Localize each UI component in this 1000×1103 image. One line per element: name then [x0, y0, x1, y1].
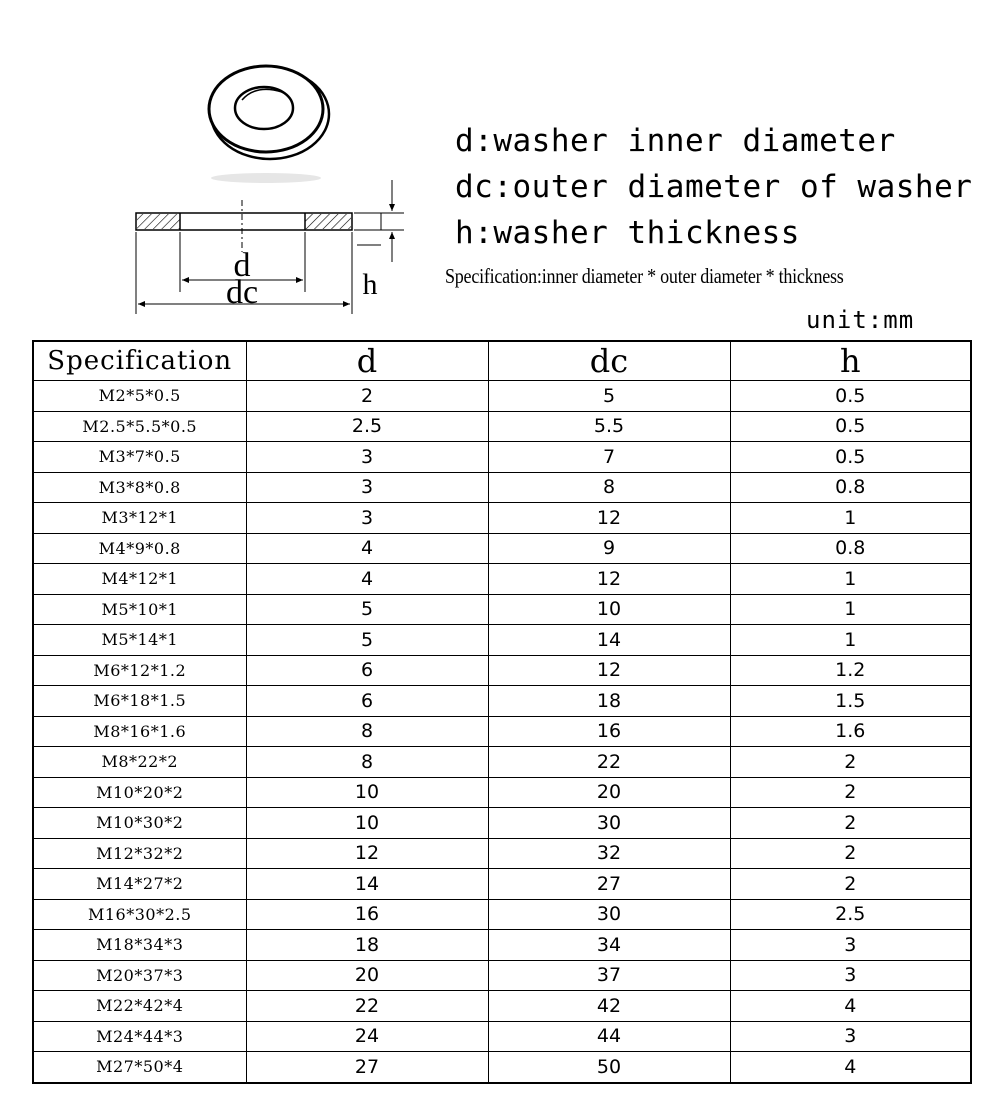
cell-specification: M5*10*1 [33, 594, 246, 625]
table-row [33, 625, 971, 656]
cell-specification: M3*12*1 [33, 503, 246, 534]
cell-dc: 34 [488, 930, 730, 961]
header-specification: Specification [33, 341, 246, 381]
table-row [33, 808, 971, 839]
table-row [33, 686, 971, 717]
unit-label: unit:mm [806, 306, 915, 334]
cell-specification: M20*37*3 [33, 960, 246, 991]
cell-d: 14 [246, 869, 488, 900]
legend-h: h:washer thickness [455, 215, 800, 251]
cell-dc: 7 [488, 442, 730, 473]
header-h: h [730, 341, 971, 381]
cell-specification: M10*30*2 [33, 808, 246, 839]
table-row [33, 1021, 971, 1052]
table-row [33, 381, 971, 412]
cell-d: 4 [246, 533, 488, 564]
table-row [33, 594, 971, 625]
cell-dc: 9 [488, 533, 730, 564]
table-row [33, 747, 971, 778]
cell-specification: M5*14*1 [33, 625, 246, 656]
cell-specification: M6*18*1.5 [33, 686, 246, 717]
table-row [33, 442, 971, 473]
legend-dc: dc:outer diameter of washer [455, 169, 973, 205]
table-row [33, 1052, 971, 1083]
cell-specification: M6*12*1.2 [33, 655, 246, 686]
cell-h: 0.8 [730, 472, 971, 503]
cell-h: 1 [730, 594, 971, 625]
cell-h: 2 [730, 869, 971, 900]
cell-dc: 18 [488, 686, 730, 717]
cell-d: 3 [246, 472, 488, 503]
cell-dc: 12 [488, 655, 730, 686]
cell-d: 6 [246, 686, 488, 717]
dimension-legend [455, 118, 972, 256]
cell-dc: 16 [488, 716, 730, 747]
table-row [33, 960, 971, 991]
cell-specification: M14*27*2 [33, 869, 246, 900]
table-row [33, 869, 971, 900]
cell-d: 20 [246, 960, 488, 991]
cell-d: 27 [246, 1052, 488, 1083]
cell-dc: 5.5 [488, 411, 730, 442]
table-row [33, 899, 971, 930]
cell-d: 16 [246, 899, 488, 930]
cell-h: 0.5 [730, 442, 971, 473]
cell-dc: 50 [488, 1052, 730, 1083]
cell-h: 3 [730, 960, 971, 991]
cell-dc: 14 [488, 625, 730, 656]
cell-h: 4 [730, 1052, 971, 1083]
label-h: h [362, 268, 378, 301]
table-row [33, 503, 971, 534]
cell-d: 8 [246, 716, 488, 747]
cell-h: 1 [730, 564, 971, 595]
cell-specification: M2*5*0.5 [33, 381, 246, 412]
cell-specification: M3*8*0.8 [33, 472, 246, 503]
cell-dc: 12 [488, 503, 730, 534]
table-row [33, 838, 971, 869]
cell-h: 1.6 [730, 716, 971, 747]
cell-dc: 5 [488, 381, 730, 412]
cell-d: 10 [246, 777, 488, 808]
cell-d: 5 [246, 625, 488, 656]
cell-specification: M16*30*2.5 [33, 899, 246, 930]
cell-h: 1 [730, 625, 971, 656]
table-row [33, 564, 971, 595]
cell-d: 3 [246, 442, 488, 473]
cell-dc: 30 [488, 808, 730, 839]
cell-h: 2 [730, 777, 971, 808]
cell-h: 0.8 [730, 533, 971, 564]
cell-dc: 8 [488, 472, 730, 503]
washer-drawing [0, 0, 440, 330]
cell-d: 10 [246, 808, 488, 839]
cell-h: 2 [730, 747, 971, 778]
label-d: d [233, 247, 251, 284]
cell-d: 22 [246, 991, 488, 1022]
cell-h: 0.5 [730, 411, 971, 442]
cell-dc: 37 [488, 960, 730, 991]
cell-h: 3 [730, 930, 971, 961]
specification-note: Specification:inner diameter * outer diameter * thickness [445, 264, 844, 288]
cell-d: 2.5 [246, 411, 488, 442]
cell-h: 1.2 [730, 655, 971, 686]
label-dc: dc [225, 274, 259, 311]
cell-d: 12 [246, 838, 488, 869]
table-row [33, 930, 971, 961]
cell-dc: 27 [488, 869, 730, 900]
cell-d: 5 [246, 594, 488, 625]
washer-3d-icon [209, 66, 329, 183]
cell-dc: 10 [488, 594, 730, 625]
cell-specification: M24*44*3 [33, 1021, 246, 1052]
cell-dc: 20 [488, 777, 730, 808]
cell-h: 1 [730, 503, 971, 534]
cell-d: 4 [246, 564, 488, 595]
cell-specification: M12*32*2 [33, 838, 246, 869]
table-row [33, 533, 971, 564]
table-row [33, 716, 971, 747]
header-d: d [246, 341, 488, 381]
cell-d: 2 [246, 381, 488, 412]
cell-specification: M8*16*1.6 [33, 716, 246, 747]
cell-d: 18 [246, 930, 488, 961]
cell-h: 2.5 [730, 899, 971, 930]
header-dc: dc [488, 341, 730, 381]
cell-h: 4 [730, 991, 971, 1022]
cell-specification: M27*50*4 [33, 1052, 246, 1083]
cell-h: 1.5 [730, 686, 971, 717]
cell-specification: M4*9*0.8 [33, 533, 246, 564]
cell-d: 3 [246, 503, 488, 534]
cell-d: 6 [246, 655, 488, 686]
table-row [33, 777, 971, 808]
cell-h: 3 [730, 1021, 971, 1052]
cell-dc: 22 [488, 747, 730, 778]
cell-specification: M8*22*2 [33, 747, 246, 778]
table-row [33, 655, 971, 686]
cell-specification: M3*7*0.5 [33, 442, 246, 473]
cell-h: 2 [730, 808, 971, 839]
cell-specification: M22*42*4 [33, 991, 246, 1022]
table-row [33, 472, 971, 503]
cell-d: 24 [246, 1021, 488, 1052]
table-row [33, 411, 971, 442]
cell-specification: M4*12*1 [33, 564, 246, 595]
cell-dc: 32 [488, 838, 730, 869]
cell-specification: M18*34*3 [33, 930, 246, 961]
spec-table [32, 340, 972, 1084]
cell-h: 0.5 [730, 381, 971, 412]
cell-specification: M2.5*5.5*0.5 [33, 411, 246, 442]
cell-specification: M10*20*2 [33, 777, 246, 808]
cell-dc: 12 [488, 564, 730, 595]
legend-d: d:washer inner diameter [455, 123, 896, 159]
cell-d: 8 [246, 747, 488, 778]
cell-dc: 42 [488, 991, 730, 1022]
cell-h: 2 [730, 838, 971, 869]
table-row [33, 991, 971, 1022]
cell-dc: 44 [488, 1021, 730, 1052]
cell-dc: 30 [488, 899, 730, 930]
table-header-row [33, 341, 971, 381]
